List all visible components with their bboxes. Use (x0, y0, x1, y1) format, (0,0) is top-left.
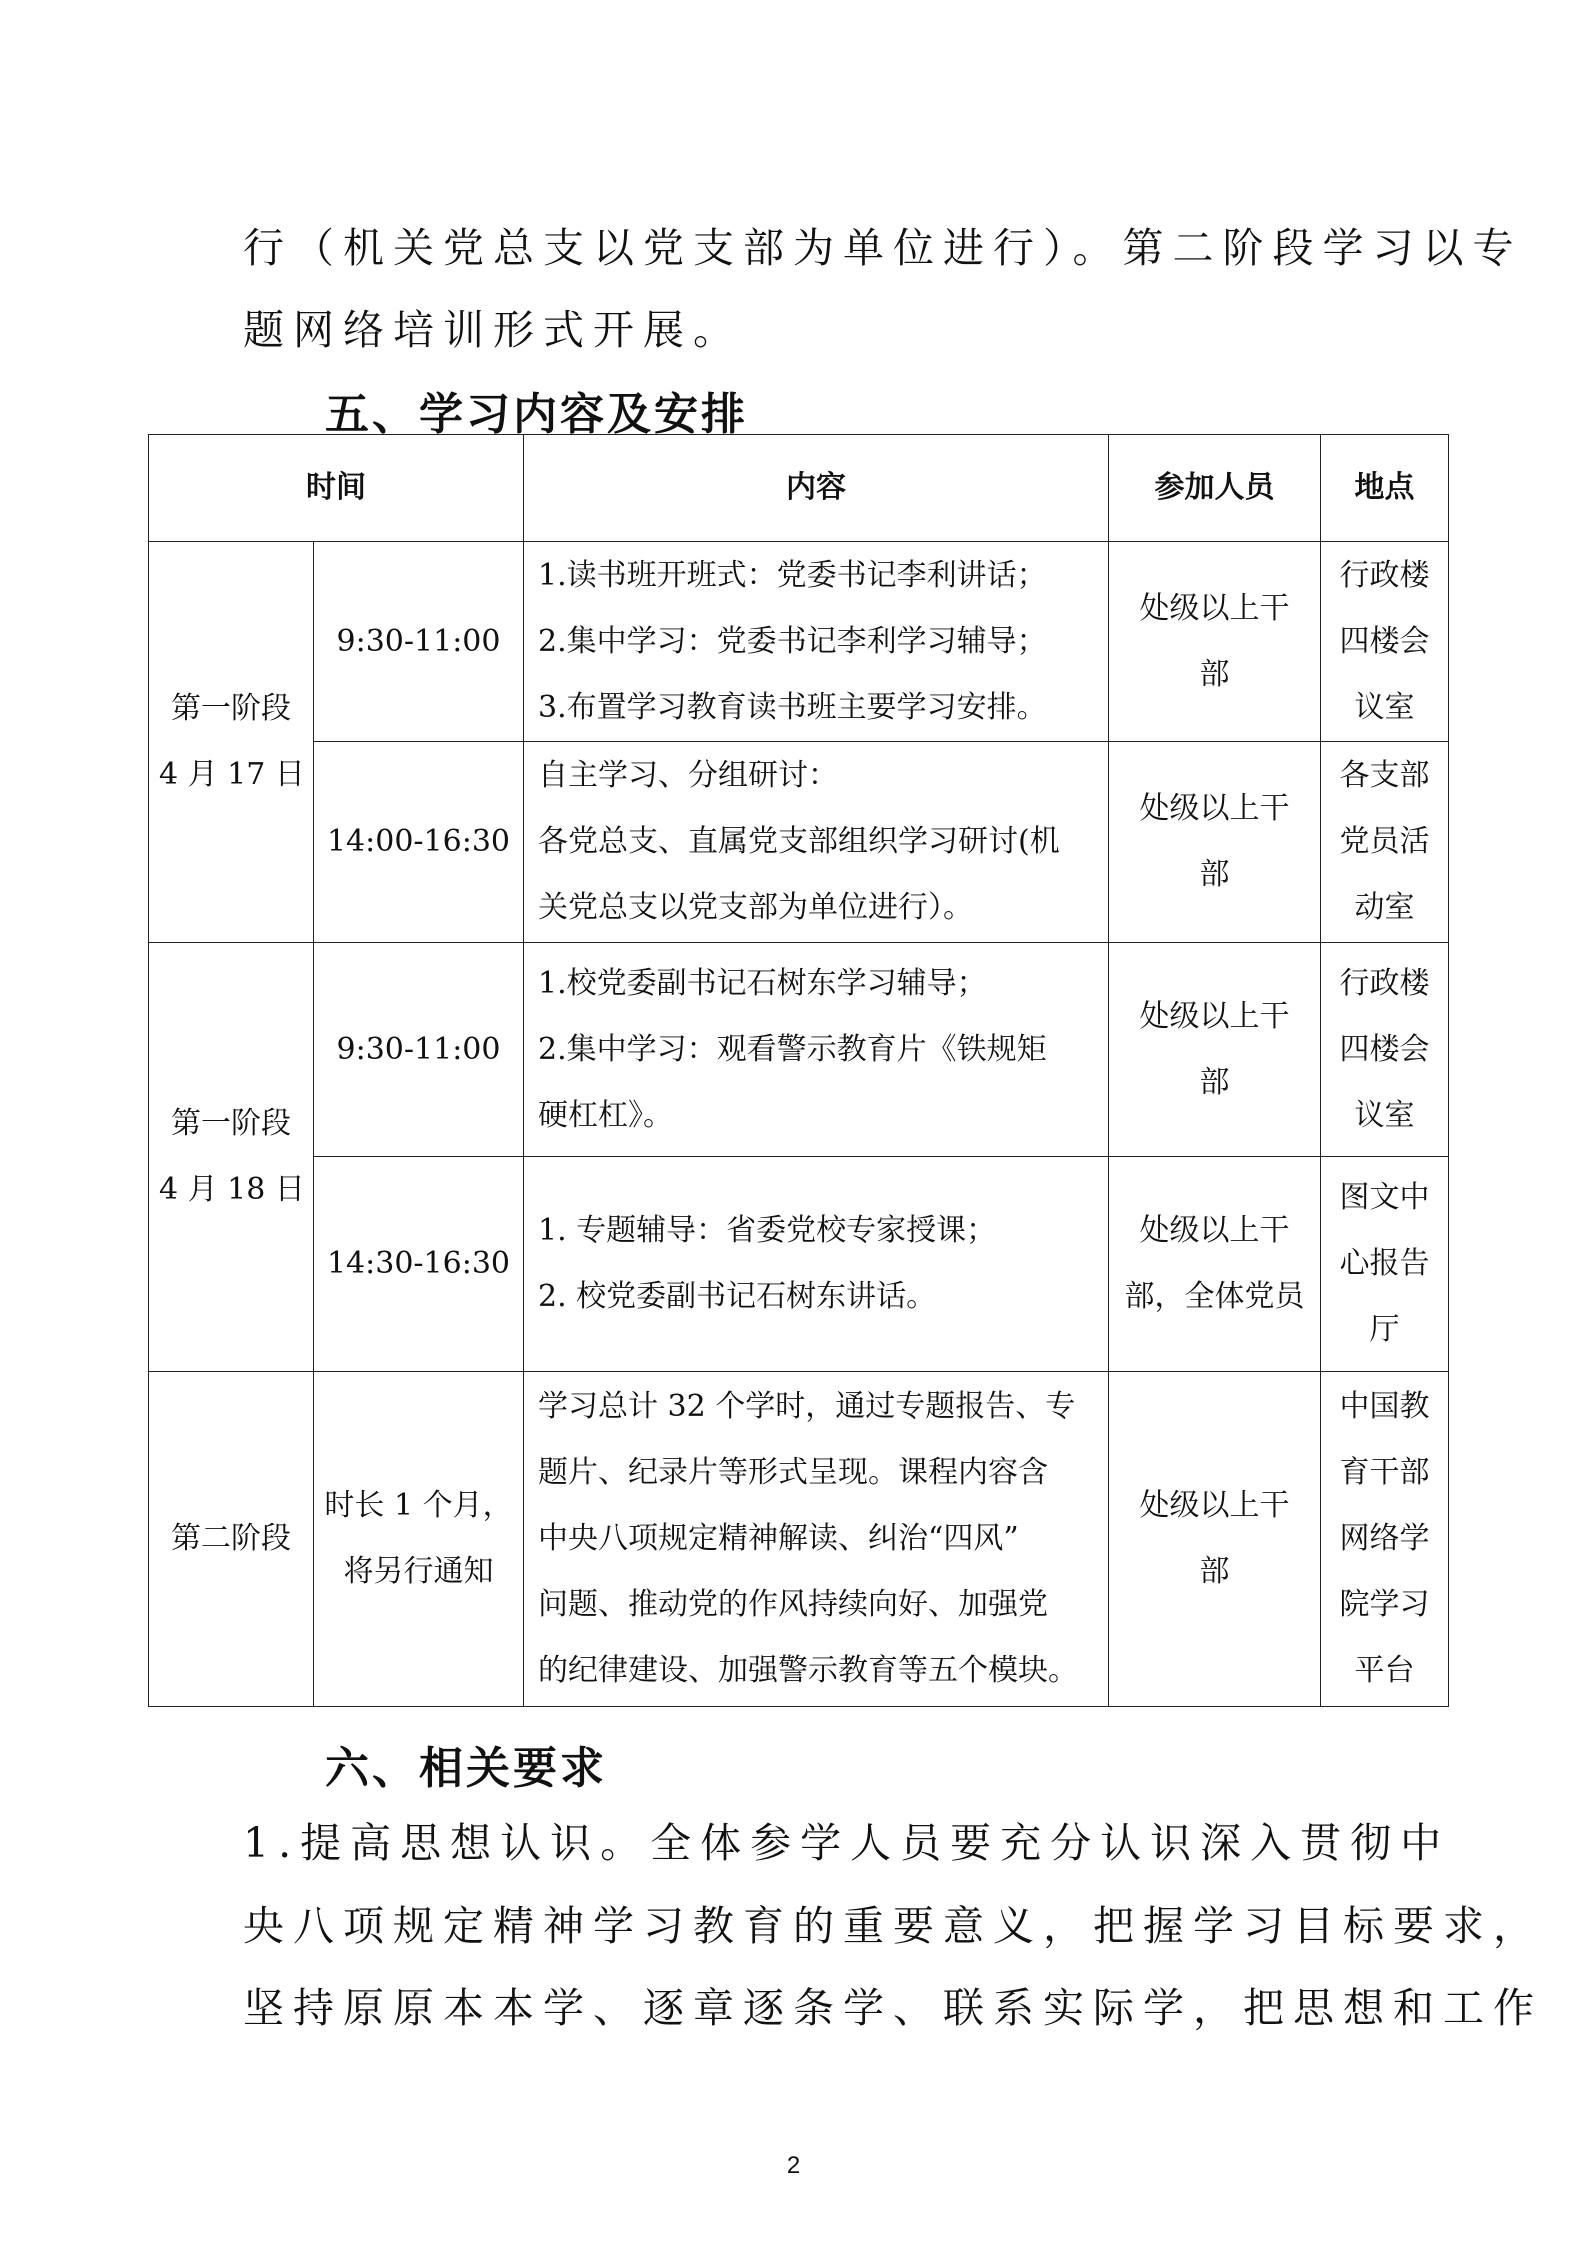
place-cell (1321, 742, 1449, 943)
schedule-table (148, 434, 1449, 1707)
content-cell (524, 1372, 1109, 1707)
content-line: 学习总计 32 个学时，通过专题报告、专 (538, 1389, 1076, 1424)
place-line: 平台 (1354, 1653, 1415, 1688)
content-line: 1.校党委副书记石树东学习辅导； (538, 965, 987, 1001)
stage-cell (149, 1372, 314, 1707)
content-cell (524, 542, 1109, 742)
place-line: 院学习 (1339, 1587, 1430, 1622)
people-cell (1109, 542, 1321, 742)
people-cell (1109, 1157, 1321, 1372)
people-line: 处级以上干 (1139, 1213, 1290, 1248)
stage-cell (149, 542, 314, 943)
section5-heading: 五、学习内容及安排 (325, 389, 748, 440)
table-header-row (149, 435, 1449, 542)
people-cell (1109, 943, 1321, 1157)
place-cell (1321, 542, 1449, 742)
people-line: 处级以上干 (1139, 1488, 1290, 1523)
place-line: 议室 (1354, 689, 1415, 725)
stage-cell (149, 943, 314, 1372)
header-time: 时间 (149, 435, 524, 542)
place-line: 行政楼 (1339, 557, 1430, 593)
content-cell (524, 742, 1109, 943)
stage-label: 第一阶段 (171, 1106, 291, 1141)
time-cell: 9:30-11:00 (314, 542, 524, 742)
place-line: 行政楼 (1339, 965, 1430, 1001)
place-cell (1321, 943, 1449, 1157)
place-line: 中国教 (1339, 1389, 1430, 1424)
people-cell (1109, 742, 1321, 943)
table-row (149, 1157, 1449, 1372)
time-cell: 14:30-16:30 (314, 1157, 524, 1372)
time-cell: 14:00-16:30 (314, 742, 524, 943)
place-cell (1321, 1157, 1449, 1372)
bottom-paragraph-line-2: 央八项规定精神学习教育的重要意义，把握学习目标要求， (243, 1902, 1543, 1950)
stage-label: 第二阶段 (171, 1521, 291, 1556)
place-line: 育干部 (1339, 1455, 1430, 1490)
content-line: 自主学习、分组研讨： (538, 758, 838, 793)
content-line: 1. 专题辅导：省委党校专家授课； (538, 1213, 997, 1248)
people-line: 处级以上干 (1139, 590, 1290, 626)
people-line: 部 (1199, 857, 1230, 892)
table-row (149, 943, 1449, 1157)
people-line: 处级以上干 (1139, 998, 1290, 1034)
content-line: 中央八项规定精神解读、纠治“四风” (538, 1521, 1019, 1556)
place-cell (1321, 1372, 1449, 1707)
place-line: 心报告 (1339, 1246, 1430, 1281)
content-line: 的纪律建设、加强警示教育等五个模块。 (538, 1653, 1078, 1688)
top-paragraph-line-1: 行（机关党总支以党支部为单位进行）。第二阶段学习以专 (243, 224, 1523, 272)
people-line: 部 (1199, 1554, 1230, 1589)
time-line: 将另行通知 (343, 1554, 494, 1589)
place-line: 网络学 (1339, 1521, 1430, 1556)
content-line: 硬杠杠》。 (538, 1097, 673, 1133)
content-line: 问题、推动党的作风持续向好、加强党 (538, 1587, 1048, 1622)
content-line: 2. 校党委副书记石树东讲话。 (538, 1279, 937, 1314)
header-people: 参加人员 (1109, 435, 1321, 542)
place-line: 四楼会 (1339, 623, 1430, 659)
table-row (149, 542, 1449, 742)
people-line: 部，全体党员 (1124, 1279, 1305, 1314)
time-cell (314, 1372, 524, 1707)
content-line: 关党总支以党支部为单位进行）。 (538, 890, 973, 925)
content-line: 1.读书班开班式：党委书记李利讲话； (538, 557, 1047, 593)
place-line: 图文中 (1339, 1180, 1430, 1215)
place-line: 党员活 (1339, 824, 1430, 859)
bottom-paragraph-line-1: 1.提高思想认识。全体参学人员要充分认识深入贯彻中 (243, 1819, 1451, 1867)
header-place: 地点 (1321, 435, 1449, 542)
place-line: 各支部 (1339, 758, 1430, 793)
table-row (149, 1372, 1449, 1707)
place-line: 四楼会 (1339, 1031, 1430, 1067)
time-line: 时长 1 个月， (324, 1488, 513, 1523)
content-line: 2.集中学习：观看警示教育片《铁规矩 (538, 1031, 1047, 1067)
content-cell (524, 1157, 1109, 1372)
time-cell: 9:30-11:00 (314, 943, 524, 1157)
place-line: 厅 (1369, 1312, 1400, 1347)
stage-date: 4 月 18 日 (159, 1172, 305, 1207)
content-line: 各党总支、直属党支部组织学习研讨(机 (538, 824, 1060, 859)
page-number: 2 (786, 2152, 801, 2179)
bottom-paragraph-line-3: 坚持原原本本学、逐章逐条学、联系实际学，把思想和工作 (243, 1984, 1543, 2032)
top-paragraph-line-2: 题网络培训形式开展。 (243, 306, 743, 354)
people-line: 部 (1199, 656, 1230, 692)
section6-heading: 六、相关要求 (325, 1743, 607, 1794)
people-line: 部 (1199, 1064, 1230, 1100)
people-line: 处级以上干 (1139, 791, 1290, 826)
content-line: 题片、纪录片等形式呈现。课程内容含 (538, 1455, 1048, 1490)
content-cell (524, 943, 1109, 1157)
stage-date: 4 月 17 日 (159, 757, 305, 792)
stage-label: 第一阶段 (171, 691, 291, 726)
header-content: 内容 (524, 435, 1109, 542)
content-line: 3.布置学习教育读书班主要学习安排。 (538, 689, 1047, 725)
table-row (149, 742, 1449, 943)
place-line: 动室 (1354, 890, 1415, 925)
content-line: 2.集中学习：党委书记李利学习辅导； (538, 623, 1047, 659)
people-cell (1109, 1372, 1321, 1707)
place-line: 议室 (1354, 1097, 1415, 1133)
